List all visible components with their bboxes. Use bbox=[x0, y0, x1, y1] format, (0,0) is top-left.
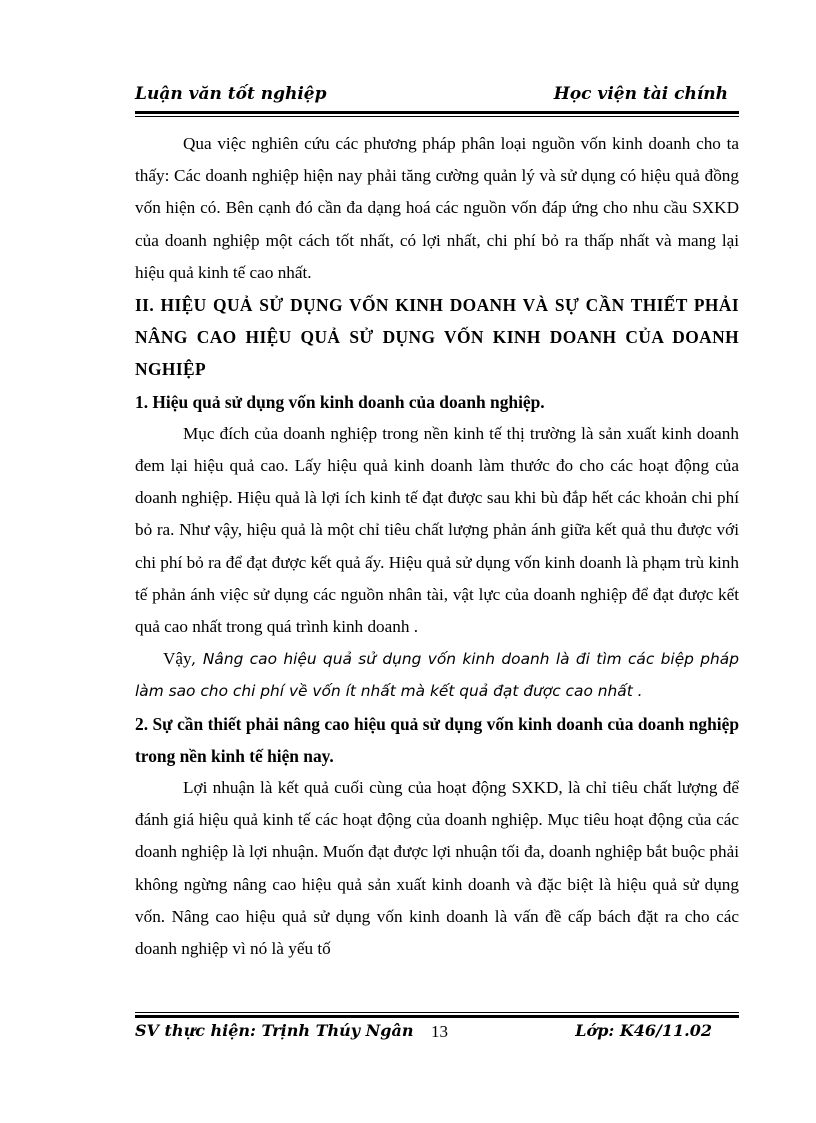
conclusion-lead: Vậy bbox=[163, 649, 192, 669]
footer-class: Lớp: K46/11.02 bbox=[575, 1021, 712, 1040]
header-left: Luận văn tốt nghiệp bbox=[135, 84, 327, 104]
subsection-2-heading: 2. Sự cần thiết phải nâng cao hiệu quả sử dụng vốn kinh doanh của doanh nghiệp trong nền kinh tế hiện nay. bbox=[135, 713, 739, 766]
header-rule-thick bbox=[135, 111, 739, 114]
header-rule-thin bbox=[135, 116, 739, 117]
page-number: 13 bbox=[431, 1022, 448, 1041]
page-footer bbox=[135, 1021, 740, 1051]
conclusion-italic: , Nâng cao hiệu quả sử dụng vốn kinh doanh là đi tìm các biệp pháp làm sao cho chi phí về vốn ít nhất mà kết quả đạt được cao nhất . bbox=[135, 650, 739, 701]
subsection-1-paragraph: Mục đích của doanh nghiệp trong nền kinh tế thị trường là sản xuất kinh doanh đem lại hiệu quả cao. Lấy hiệu quả kinh doanh làm thước đo cho các hoạt động của doanh nghiệp. Hiệu quả là lợi ích kinh tế đạt được sau khi bù đắp hết các khoản chi phí bỏ ra. Như vậy, hiệu quả là một chỉ tiêu chất lượng phản ánh giữa kết quả thu được với chi phí bỏ ra để đạt được kết quả ấy. Hiệu quả sử dụng vốn kinh doanh là phạm trù kinh tế phản ánh việc sử dụng các nguồn nhân tài, vật lực của doanh nghiệp để đạt được kết quả cao nhất trong quá trình kinh doanh . bbox=[135, 423, 739, 637]
subsection-2-paragraph: Lợi nhuận là kết quả cuối cùng của hoạt động SXKD, là chỉ tiêu chất lượng để đánh giá hiệu quả kinh tế các hoạt động của doanh nghiệp. Mục tiêu hoạt động của các doanh nghiệp là lợi nhuận. Muốn đạt được lợi nhuận tối đa, doanh nghiệp bắt buộc phải không ngừng nâng cao hiệu quả sản xuất kinh doanh và đặc biệt là hiệu quả sử dụng vốn. Nâng cao hiệu quả sử dụng vốn kinh doanh là vấn đề cấp bách đặt ra cho các doanh nghiệp vì nó là yếu tố bbox=[135, 778, 739, 959]
footer-rule-thick bbox=[135, 1015, 739, 1018]
header-right: Học viện tài chính bbox=[553, 84, 728, 104]
subsection-1-heading: 1. Hiệu quả sử dụng vốn kinh doanh của doanh nghiệp. bbox=[135, 391, 545, 412]
section-heading: II. HIỆU QUẢ SỬ DỤNG VỐN KINH DOANH VÀ SỰ CẦN THIẾT PHẢI NÂNG CAO HIỆU QUẢ SỬ DỤNG VỐN KINH DOANH CỦA DOANH NGHIỆP bbox=[135, 295, 739, 380]
footer-student: SV thực hiện: Trịnh Thúy Ngân bbox=[135, 1021, 414, 1040]
intro-paragraph: Qua việc nghiên cứu các phương pháp phân loại nguồn vốn kinh doanh cho ta thấy: Các doanh nghiệp hiện nay phải tăng cường quản lý và sử dụng có hiệu quả đồng vốn hiện có. Bên cạnh đó cần đa dạng hoá các nguồn vốn đáp ứng cho nhu cầu SXKD của doanh nghiệp một cách tốt nhất, có lợi nhất, chi phí bỏ ra thấp nhất và mang lại hiệu quả kinh tế cao nhất. bbox=[135, 134, 739, 282]
page-header bbox=[135, 84, 740, 110]
footer-rule-thin bbox=[135, 1012, 739, 1013]
conclusion-paragraph bbox=[135, 643, 739, 707]
page-body bbox=[135, 128, 739, 965]
